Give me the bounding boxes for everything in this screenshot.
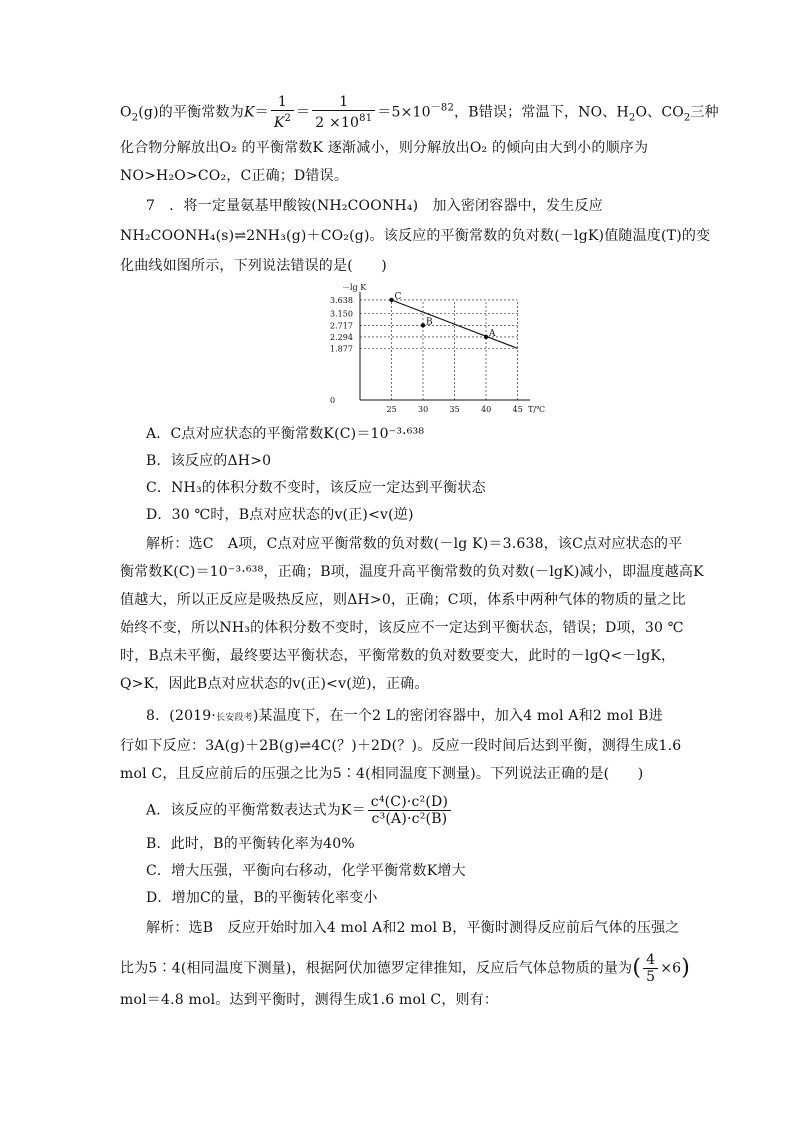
q7-solution-line-1: 解析：选C A项，C点对应平衡常数的负对数(－lg K)＝3.638，该C点对应状态的平 bbox=[146, 536, 683, 552]
q8-source: 长安段考 bbox=[216, 713, 253, 723]
q8-option-a: A．该反应的平衡常数表达式为K＝ $\frac{\text{c⁴(C)·c²(D)}}{\text{c³(A)·c²(B)}}$ bbox=[146, 794, 706, 827]
x-tick-label: 25 bbox=[386, 405, 397, 414]
text-line-2: 化合物分解放出O₂ 的平衡常数K 逐渐减小，则分解放出O₂ 的倾向由大到小的顺序为 bbox=[120, 140, 649, 156]
y-tick-label: 3.638 bbox=[330, 295, 353, 305]
q7-solution-line-4: 始终不变，所以NH₃的体积分数不变时，该反应不一定达到平衡状态，错误；D项，30 ℃ bbox=[120, 620, 684, 636]
q8-stem-line-1: 8．(2019·长安段考)某温度下，在一个2 L的密闭容器中，加入4 mol A和2 mol B进 bbox=[146, 708, 663, 724]
q7-stem-line-3: 化曲线如图所示，下列说法错误的是( ) bbox=[120, 258, 387, 274]
neg-lgk-vs-temperature-chart bbox=[318, 282, 546, 414]
x-tick-label: 45 bbox=[512, 405, 523, 414]
q7-option-d: D．30 ℃时，B点对应状态的v(正)<v(逆) bbox=[146, 507, 414, 523]
q7-solution-line-2: 衡常数K(C)＝10⁻³·⁶³⁸，正确；B项，温度升高平衡常数的负对数(－lgK)减小，即温度越高K bbox=[120, 564, 704, 580]
x-tick-label: 35 bbox=[449, 405, 460, 414]
q7-option-b: B．该反应的ΔH>0 bbox=[146, 453, 272, 469]
q7-stem-line-1: 7 ．将一定量氨基甲酸铵(NH₂COONH₄) 加入密闭容器中，发生反应 bbox=[146, 198, 603, 214]
text-line-1: $O_2(g)$的平衡常数为K＝ $\frac{1}{K^2}$ ＝ $\frac{1}{2 \times 10^{81}}$ $=5\times 10^{-82}$，B错误；常温下，NO、$H_2O$、$CO_2$三种 bbox=[120, 94, 719, 131]
q7-stem-line-2: NH₂COONH₄(s)⇌2NH₃(g)＋CO₂(g)。该反应的平衡常数的负对数(－lgK)值随温度(T)的变 bbox=[120, 228, 711, 244]
q7-solution-line-3: 值越大，所以正反应是吸热反应，则ΔH>0，正确；C项，体系中两种气体的物质的量之比 bbox=[120, 592, 686, 608]
data-point-B bbox=[421, 323, 425, 327]
q7-option-a: A．C点对应状态的平衡常数K(C)＝10⁻³·⁶³⁸ bbox=[146, 426, 425, 442]
data-point-C bbox=[389, 298, 393, 302]
text-line-3: NO>H₂O>CO₂，C正确；D错误。 bbox=[120, 168, 349, 184]
x-tick-label: 40 bbox=[481, 405, 492, 414]
point-label: A bbox=[489, 328, 496, 339]
point-label: C bbox=[394, 291, 402, 302]
y-tick-label: 2.294 bbox=[330, 332, 353, 342]
data-point-A bbox=[484, 335, 488, 339]
q7-solution-line-6: Q>K，因此B点对应状态的v(正)<v(逆)，正确。 bbox=[120, 676, 429, 692]
y-tick-label: 2.717 bbox=[330, 321, 353, 331]
y-tick-label: 3.150 bbox=[330, 309, 353, 319]
q7-option-c: C．NH₃的体积分数不变时，该反应一定达到平衡状态 bbox=[146, 480, 486, 496]
fraction-1-over-k2: $\frac{1}{K^2}$ bbox=[271, 94, 294, 131]
q8-stem-line-3: mol C，且反应前后的压强之比为5∶4(相同温度下测量)。下列说法正确的是( ) bbox=[120, 766, 644, 782]
q8-solution-line-3: mol＝4.8 mol。达到平衡时，测得生成1.6 mol C，则有： bbox=[120, 992, 499, 1008]
y-tick-label: 1.877 bbox=[330, 344, 353, 354]
q8-option-b: B．此时，B的平衡转化率为40% bbox=[146, 836, 355, 852]
q8-solution-line-2: 比为5∶4(相同温度下测量)，根据阿伏加德罗定律推知，反应后气体总物质的量为( $\frac{4}{5}$ ×6) bbox=[120, 952, 691, 985]
point-label: B bbox=[426, 317, 433, 328]
q8-option-d: D．增加C的量，B的平衡转化率变小 bbox=[146, 890, 378, 906]
equilibrium-constant-fraction: $\frac{\text{c⁴(C)·c²(D)}}{\text{c³(A)·c²(B)}}$ bbox=[368, 794, 451, 827]
q8-stem-line-2: 行如下反应：3A(g)＋2B(g)⇌4C(？)＋2D(？)。反应一段时间后达到平衡，测得生成1.6 bbox=[120, 738, 682, 754]
q8-option-c: C．增大压强，平衡向右移动，化学平衡常数K增大 bbox=[146, 863, 466, 879]
x-axis-label: T/℃ bbox=[528, 405, 546, 414]
q7-solution-line-5: 时，B点未平衡，最终要达平衡状态，平衡常数的负对数要变大，此时的－lgQ<－lgK， bbox=[120, 648, 676, 664]
y-axis-label: －lg K bbox=[342, 283, 367, 292]
y-tick-label: 0 bbox=[330, 396, 336, 405]
four-fifths-fraction: $\frac{4}{5}$ bbox=[643, 952, 658, 985]
fraction-1-over-2e81: $\frac{1}{2 \times 10^{81}}$ bbox=[312, 94, 375, 131]
q8-solution-line-1: 解析：选B 反应开始时加入4 mol A和2 mol B，平衡时测得反应前后气体的压强之 bbox=[146, 920, 680, 936]
x-tick-label: 30 bbox=[418, 405, 429, 414]
